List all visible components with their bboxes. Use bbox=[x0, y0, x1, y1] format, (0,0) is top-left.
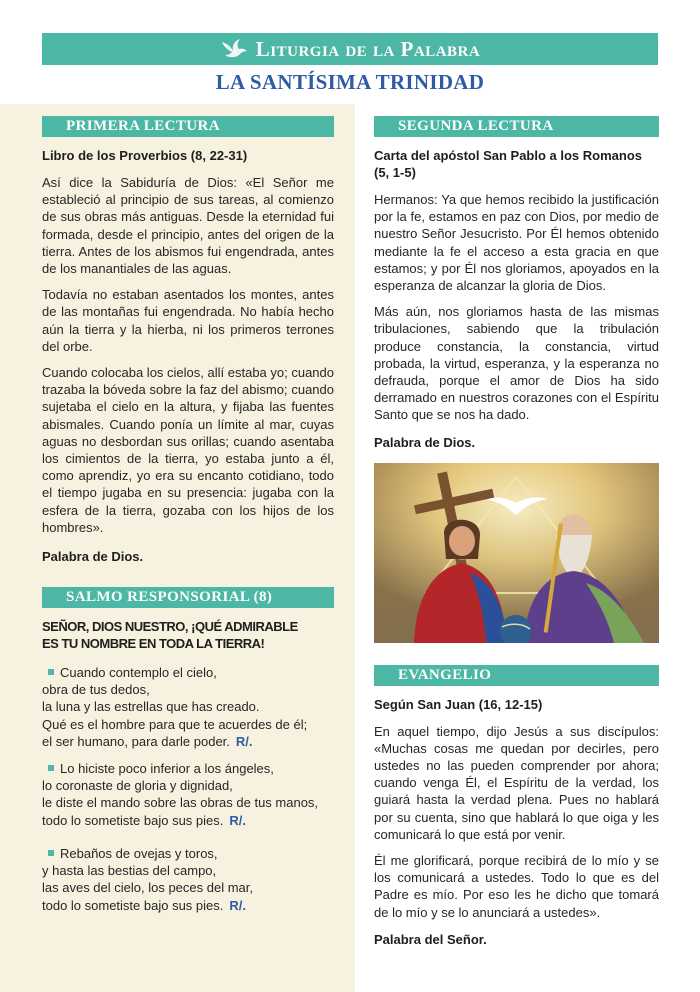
evangelio-paragraph: En aquel tiempo, dijo Jesús a sus discípulos: «Muchas cosas me quedan por decirles, pero ustedes no las pueden comprender por ahora; cuando venga Él, el Espíritu de la verdad, los guiará hasta la verdad plena. Pues no hablará por su cuenta, sino que hablará lo que oiga y les comunicará lo que está por venir. bbox=[374, 723, 659, 842]
evangelio-paragraph: Él me glorificará, porque recibirá de lo mío y se los comunicará a ustedes. Todo lo que es del Padre es mío. Por eso les he dicho que tomará de lo mío y se lo anunciará a ustedes». bbox=[374, 853, 659, 920]
stanza-line: lo coronaste de gloria y dignidad, bbox=[42, 778, 233, 794]
stanza-line: las aves del cielo, los peces del mar, bbox=[42, 880, 253, 896]
primera-source: Libro de los Proverbios (8, 22-31) bbox=[42, 148, 248, 163]
segunda-paragraph: Más aún, nos gloriamos hasta de las mismas tribulaciones, sabiendo que la tribulación produce constancia, la constancia, virtud probada, la virtud, esperanza, y la esperanza no defrauda, porque el amor de Dios ha sido derramado en nuestros corazones con el Espíritu Santo que se nos ha dado. bbox=[374, 304, 659, 423]
refrain-mark: R/. bbox=[235, 733, 253, 749]
section-label: PRIMERA LECTURA bbox=[66, 118, 220, 134]
primera-paragraph: Todavía no estaban asentados los montes, antes de las montañas fui engendrada. No había hecho aún la tierra y la hierba, ni los primeros terrones del orbe. bbox=[42, 287, 334, 354]
primera-lectura-heading bbox=[42, 116, 334, 137]
stanza-line: todo lo sometiste bajo sus pies. bbox=[42, 897, 224, 913]
stanza-line: la luna y las estrellas que has creado. bbox=[42, 699, 260, 715]
stanza-line: todo lo sometiste bajo sus pies. bbox=[42, 812, 224, 828]
salmo-response bbox=[42, 618, 334, 652]
primera-paragraph: Así dice la Sabiduría de Dios: «El Señor me estableció al principio de sus tareas, al comienzo de sus obras más antiguas. Desde la eternidad fui formada, desde el principio, antes del origen de la tierra. Antes de los abismos fui engendrada, antes de los manantiales de las aguas. bbox=[42, 175, 334, 277]
evangelio-source: Según San Juan (16, 12-15) bbox=[374, 696, 543, 712]
left-column bbox=[42, 116, 334, 924]
salmo-stanza bbox=[42, 845, 334, 914]
stanza-line: Lo hiciste poco inferior a los ángeles, bbox=[60, 761, 274, 777]
stanza-line: Qué es el hombre para que te acuerdes de él; bbox=[42, 716, 308, 732]
stanza-line: obra de tus dedos, bbox=[42, 682, 150, 698]
stanza-line: el ser humano, para darle poder. bbox=[42, 733, 230, 749]
salmo-stanza bbox=[42, 664, 334, 750]
segunda-lectura-heading bbox=[374, 116, 659, 137]
stanza-line: Rebaños de ovejas y toros, bbox=[60, 845, 218, 861]
refrain-mark: R/. bbox=[229, 812, 247, 828]
section-label: SALMO RESPONSORIAL (8) bbox=[66, 589, 273, 606]
section-label: EVANGELIO bbox=[398, 666, 492, 683]
evangelio-heading bbox=[374, 665, 659, 686]
segunda-paragraph: Hermanos: Ya que hemos recibido la justificación por la fe, estamos en paz con Dios, por medio de nuestro Señor Jesucristo. Por Él hemos obtenido mediante la fe el acceso a esta gracia en que estamos; y por Él nos gloriamos, apoyados en la esperanza de alcanzar la gloria de Dios. bbox=[374, 192, 659, 294]
square-bullet-icon bbox=[48, 850, 54, 856]
banner-title: Liturgia de la Palabra bbox=[255, 36, 481, 61]
page-subtitle: LA SANTÍSIMA TRINIDAD bbox=[215, 70, 485, 94]
trinity-painting bbox=[374, 463, 659, 643]
liturgy-banner bbox=[42, 33, 658, 65]
salmo-stanza bbox=[42, 760, 334, 829]
response-line: SEÑOR, DIOS NUESTRO, ¡QUÉ ADMIRABLE bbox=[42, 619, 298, 635]
evangelio-closing: Palabra del Señor. bbox=[374, 931, 487, 947]
refrain-mark: R/. bbox=[229, 897, 247, 913]
stanza-line: le diste el mando sobre las obras de tus manos, bbox=[42, 795, 319, 811]
stanza-line: y hasta las bestias del campo, bbox=[42, 863, 217, 879]
square-bullet-icon bbox=[48, 765, 54, 771]
dove-icon bbox=[220, 38, 248, 60]
salmo-heading bbox=[42, 587, 334, 608]
painting-artwork bbox=[374, 463, 659, 643]
square-bullet-icon bbox=[48, 669, 54, 675]
stanza-line: Cuando contemplo el cielo, bbox=[60, 665, 217, 681]
segunda-closing: Palabra de Dios. bbox=[374, 434, 476, 450]
response-line: ES TU NOMBRE EN TODA LA TIERRA! bbox=[42, 636, 265, 652]
right-column bbox=[374, 116, 659, 948]
segunda-source: Carta del apóstol San Pablo a los Romanos (5, 1-5) bbox=[374, 148, 643, 180]
primera-paragraph: Cuando colocaba los cielos, allí estaba yo; cuando trazaba la bóveda sobre la faz del abismo; cuando sujetaba el cielo en la altura, y fijaba las fuentes abismales. Cuando ponía un límite al mar, cuyas aguas no desbordan sus orillas; cuando asentaba los cimientos de la tierra, yo estaba junto a él, como aprendiz, yo era su encanto cotidiano, todo el tiempo jugaba en su presencia: jugaba con la esfera de la tierra, gozaba con los hijos de los hombres». bbox=[42, 365, 334, 535]
section-label: SEGUNDA LECTURA bbox=[398, 118, 554, 134]
primera-closing: Palabra de Dios. bbox=[42, 549, 144, 565]
